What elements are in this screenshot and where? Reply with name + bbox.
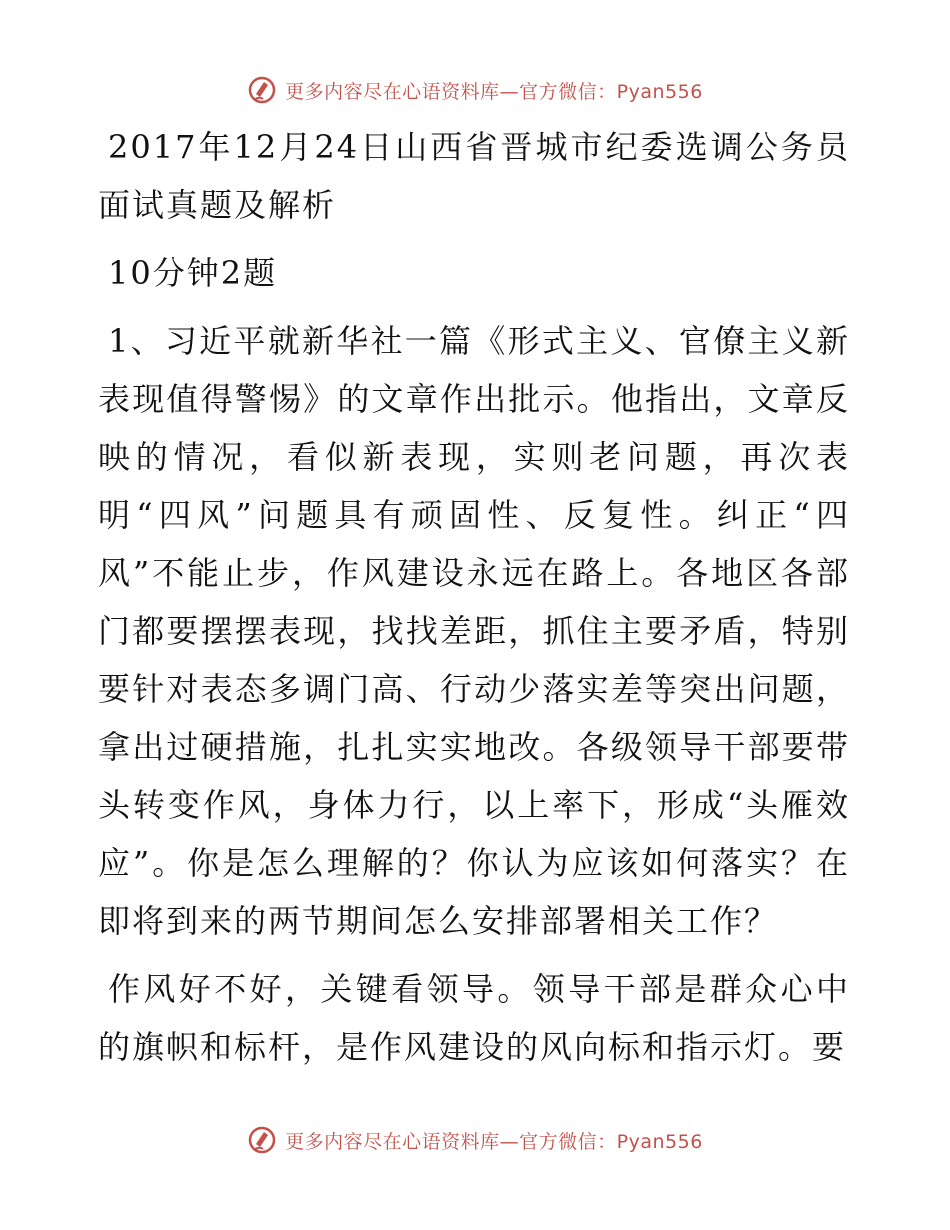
watermark-text: 更多内容尽在心语资料库—官方微信：Pyan556: [285, 80, 703, 103]
watermark-text: 更多内容尽在心语资料库—官方微信：Pyan556: [285, 1130, 703, 1153]
document-title: 2017年12月24日山西省晋城市纪委选调公务员面试真题及解析: [98, 128, 850, 224]
watermark-footer: [0, 1124, 950, 1156]
document-body: [98, 118, 850, 1076]
watermark-header: [0, 74, 950, 106]
logo-icon: [247, 1124, 279, 1156]
question-paragraph: 1、习近平就新华社一篇《形式主义、官僚主义新表现值得警惕》的文章作出批示。他指出，文章反映的情况，看似新表现，实则老问题，再次表明“四风”问题具有顽固性、反复性。纠正“四风”不能止步，作风建设永远在路上。各地区各部门都要摆摆表现，找找差距，抓住主要矛盾，特别要针对表态多调门高、行动少落实差等突出问题，拿出过硬措施，扎扎实实地改。各级领导干部要带头转变作风，身体力行，以上率下，形成“头雁效应”。你是怎么理解的？你认为应该如何落实？在即将到来的两节期间怎么安排部署相关工作？: [98, 322, 850, 940]
answer-paragraph: 作风好不好，关键看领导。领导干部是群众心中的旗帜和标杆，是作风建设的风向标和指示灯。要: [98, 970, 850, 1066]
document-subtitle: 10分钟2题: [108, 254, 278, 292]
logo-icon: [247, 74, 279, 106]
